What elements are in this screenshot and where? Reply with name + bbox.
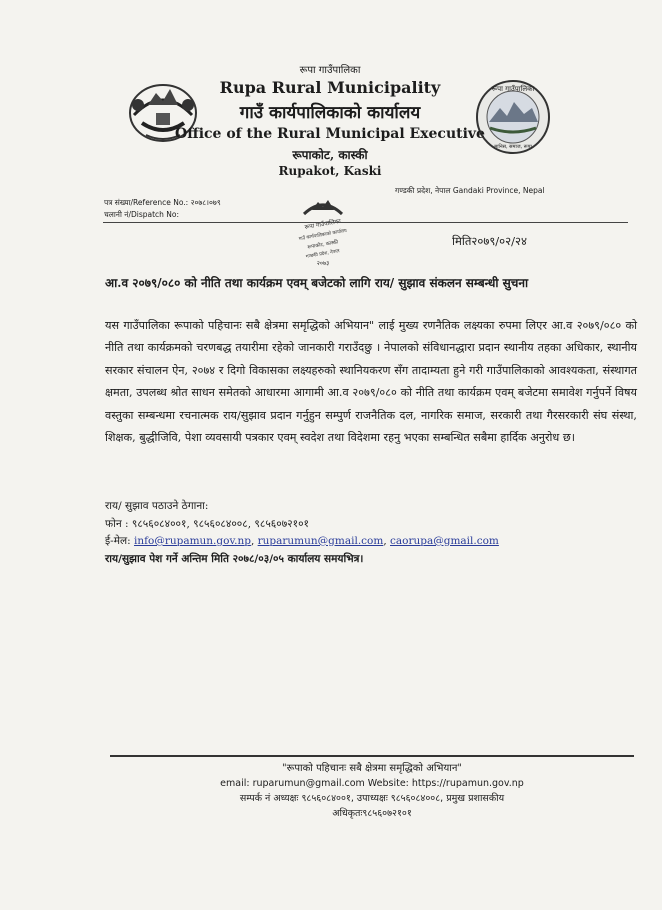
footer-divider bbox=[110, 755, 634, 757]
header-divider bbox=[103, 222, 628, 223]
submission-deadline: राय/सुझाव पेश गर्ने अन्तिम मिति २०७८/०३/०५ कार्यालय समयभित्र। bbox=[105, 552, 364, 565]
footer-officer: अधिकृतः९८५६०७२१०१ bbox=[332, 808, 412, 819]
stamp-line-1: रूपा गाउँपालिका bbox=[304, 217, 342, 232]
letter-subject: आ.व २०७९/०८० को नीति तथा कार्यक्रम एवम् बजेटको लागि राय/ सुझाव संकलन सम्बन्धी सुचना bbox=[105, 276, 529, 290]
contact-email-line bbox=[105, 533, 499, 551]
footer-slogan: "रूपाको पहिचानः सबै क्षेत्रमा समृद्धिको अभियान" bbox=[281, 763, 462, 774]
email-link-info[interactable]: info@rupamun.gov.np bbox=[133, 535, 251, 547]
seal-title: रूपा गाउँपालिका bbox=[491, 85, 535, 93]
province-line: गण्डकी प्रदेश, नेपाल Gandaki Province, Nepal bbox=[395, 186, 545, 195]
email-separator: , bbox=[250, 535, 258, 547]
email-link-ruparumun[interactable]: ruparumun@gmail.com bbox=[257, 535, 384, 547]
address-english: Rupakot, Kaski bbox=[278, 164, 382, 178]
office-name-nepali: गाउँ कार्यपालिकाको कार्यालय bbox=[239, 103, 421, 123]
body-paragraph: यस गाउँपालिका रूपाको पहिचानः सबै क्षेत्रमा समृद्धिको अभियान" लाई मुख्य रणनैतिक लक्ष्यका रुपमा लिएर आ.व २०७९/०८० को नीति तथा कार्यक्रमको चरणबद्ध तयारीमा रहेको जानकारी गराउँदछु । नेपालको संविधानद्धारा प्रदान स्थानीय तहका अधिकार, स्थानीय सरकार संचालन ऐन, २०७४ र दिगो विकासका लक्ष्यहरुको स्थानियकरण सँग तादाम्यता हुने गरी गाउँपालिकाको आवश्यकता, संस्थागत क्षमता, उपलब्ध श्रोत साधन समेतको आधारमा आगामी आ.व २०७९/०८० को नीति तथा कार्यक्रम एवम् बजेटमा समावेश गर्नुपर्ने विषय वस्तुका सम्बन्धमा रचनात्मक राय/सुझाव प्रदान गर्नुहुन सम्पुर्ण राजनैतिक दल, नागरिक समाज, सरकारी तथा गैरसरकारी संघ संस्था, शिक्षक, बुद्धीजिवि, पेशा व्यवसायी पत्रकार एवम् स्वदेश तथा विदेशमा रहनु भएका सम्बन्धित सबैमा हार्दिक अनुरोध छ। bbox=[105, 319, 637, 445]
municipality-name-nepali: रूपा गाउँपालिका bbox=[299, 65, 361, 76]
contact-block bbox=[105, 498, 499, 568]
stamp-line-5: २०७३ bbox=[316, 260, 330, 267]
seal-subtitle: मानिस, समाज, रूपा bbox=[494, 144, 532, 150]
municipality-seal-icon bbox=[474, 78, 552, 156]
stamp-line-2: गाउँ कार्यपालिकाको कार्यालय bbox=[298, 228, 348, 243]
reference-number: पत्र संख्या/Reference No.: २०७८।०७९ bbox=[104, 198, 221, 207]
letter-date: मिति२०७९/०२/२४ bbox=[452, 234, 527, 248]
address-nepali: रूपाकोट, कास्की bbox=[292, 148, 368, 162]
stamp-line-3: रूपाकोट, कास्की bbox=[307, 239, 339, 251]
stamp-line-4: गण्डकी प्रदेश, नेपाल bbox=[305, 249, 341, 260]
office-stamp-icon bbox=[290, 192, 356, 272]
email-separator: , bbox=[383, 535, 391, 547]
contact-heading: राय/ सुझाव पठाउने ठेगाना: bbox=[105, 500, 209, 512]
footer bbox=[110, 761, 634, 821]
municipality-name-english: Rupa Rural Municipality bbox=[219, 78, 441, 97]
email-link-caorupa[interactable]: caorupa@gmail.com bbox=[390, 535, 499, 547]
dispatch-number: चलानी नं/Dispatch No: bbox=[104, 210, 180, 219]
footer-web: email: ruparumun@gmail.com Website: https://rupamun.gov.np bbox=[220, 778, 524, 789]
footer-contacts: सम्पर्क नं अध्यक्षः ९८५६०८४००१, उपाध्यक्षः ९८५६०८४००८, प्रमुख प्रशासकीय bbox=[239, 793, 505, 804]
office-name-english: Office of the Rural Municipal Executive bbox=[175, 126, 485, 142]
contact-phone: फोन : ९८५६०८४००१, ९८५६०८४००८, ९८५६०७२१०१ bbox=[105, 517, 310, 530]
email-label: ई-मेल: bbox=[105, 535, 131, 547]
